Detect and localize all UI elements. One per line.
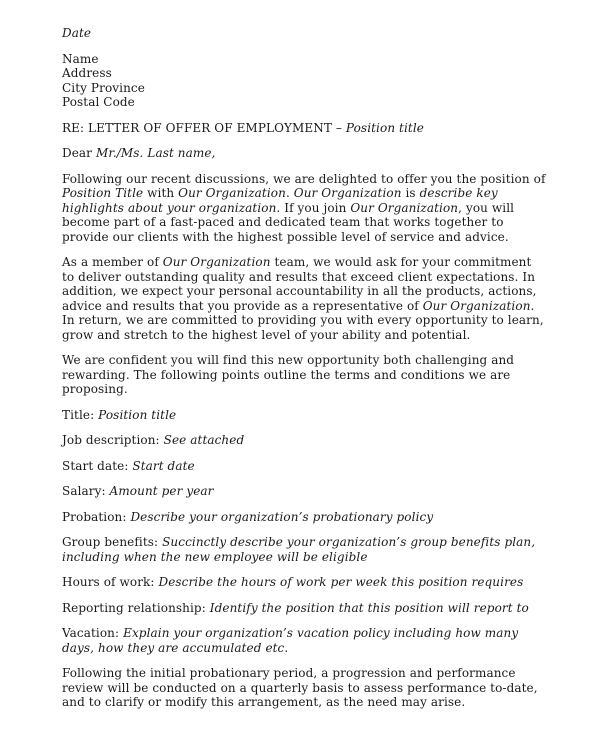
text-segment: Reporting relationship:	[62, 600, 210, 615]
text-segment: Following our recent discussions, we are delighted to offer you the position of	[62, 171, 546, 186]
placeholder-text: describe key highlights about your organization	[62, 186, 498, 215]
recipient-city-province: City Province	[62, 80, 145, 95]
term-title	[62, 408, 546, 423]
term-reporting-relationship	[62, 601, 546, 616]
term-group-benefits	[62, 535, 546, 564]
paragraph-terms-intro	[62, 353, 546, 397]
placeholder-text: Position Title	[62, 186, 144, 200]
salutation	[62, 146, 546, 161]
text-segment: Start date:	[62, 458, 133, 473]
paragraph-offer	[62, 172, 546, 245]
text-segment: RE: LETTER OF OFFER OF EMPLOYMENT –	[62, 120, 346, 135]
text-segment: , you will become part of a fast-paced and dedicated team that works together to provide our clients with the highest possible level of service and advice.	[62, 200, 515, 244]
text-segment: Job description:	[62, 433, 164, 447]
text-segment: Following the initial probationary period, a progression and performance review will be conducted on a quarterly basis to assess performance to-date, and to clarify or modify this arrangement, as the need may arise.	[62, 666, 538, 709]
placeholder-text: Amount per year	[109, 484, 214, 498]
text-segment: with	[143, 186, 179, 200]
placeholder-text: Position title	[345, 120, 424, 135]
placeholder-text: Our Organization	[422, 298, 531, 313]
placeholder-text: Identify the position that this position will report to	[209, 600, 529, 615]
recipient-block	[62, 52, 546, 110]
placeholder-text: Our Organization	[350, 200, 459, 215]
text-segment: team, we would ask for your commitment to deliver outstanding quality and results that exceed client expectations. In addition, we expect your personal accountability in all the products, actions, advice and results that you provide as a representative of	[62, 255, 537, 313]
text-segment: Salary:	[62, 484, 110, 498]
term-salary	[62, 484, 546, 499]
recipient-address: Address	[62, 66, 112, 80]
term-hours-of-work	[62, 575, 546, 590]
placeholder-text: See attached	[163, 433, 245, 447]
placeholder-text: Our Organization	[162, 255, 271, 269]
text-segment: Vacation:	[62, 626, 124, 640]
paragraph-review	[62, 666, 546, 710]
text-segment: .	[285, 186, 294, 200]
recipient-postal-code: Postal Code	[62, 95, 135, 109]
text-segment: is	[401, 186, 420, 200]
placeholder-text: Start date	[132, 458, 195, 473]
text-segment: Group benefits:	[62, 535, 163, 549]
text-segment: As a member of	[62, 255, 163, 269]
placeholder-text: Describe the hours of work per week this position requires	[158, 575, 524, 589]
term-start-date	[62, 459, 546, 474]
placeholder-text: Succinctly describe your organization’s group benefits plan, including when the new employee will be eligible	[62, 535, 536, 564]
term-vacation	[62, 626, 546, 655]
text-segment: Dear	[62, 146, 96, 160]
text-segment: Probation:	[62, 509, 131, 524]
placeholder-text: Our Organization	[293, 186, 402, 200]
placeholder-text: Explain your organization’s vacation policy including how many days, how they are accumulated etc.	[62, 626, 519, 655]
text-segment: Title:	[62, 407, 99, 422]
date-line: Date	[62, 26, 92, 40]
placeholder-text: Describe your organization’s probationary policy	[130, 509, 434, 524]
placeholder-text: Position title	[98, 407, 177, 422]
text-segment: . In return, we are committed to providing you with every opportunity to learn, grow and stretch to the highest level of your ability and potential.	[62, 298, 544, 342]
text-segment: . If you join	[276, 200, 351, 215]
term-job-description	[62, 433, 546, 448]
subject-line	[62, 121, 546, 136]
recipient-name: Name	[62, 51, 99, 66]
paragraph-commitment	[62, 255, 546, 342]
text-segment: Hours of work:	[62, 575, 159, 589]
term-probation	[62, 510, 546, 525]
placeholder-text: Our Organization	[178, 186, 286, 200]
placeholder-text: Mr./Ms. Last name,	[95, 146, 216, 160]
text-segment: We are confident you will find this new opportunity both challenging and rewarding. The following points outline the terms and conditions we are proposing.	[62, 353, 515, 396]
